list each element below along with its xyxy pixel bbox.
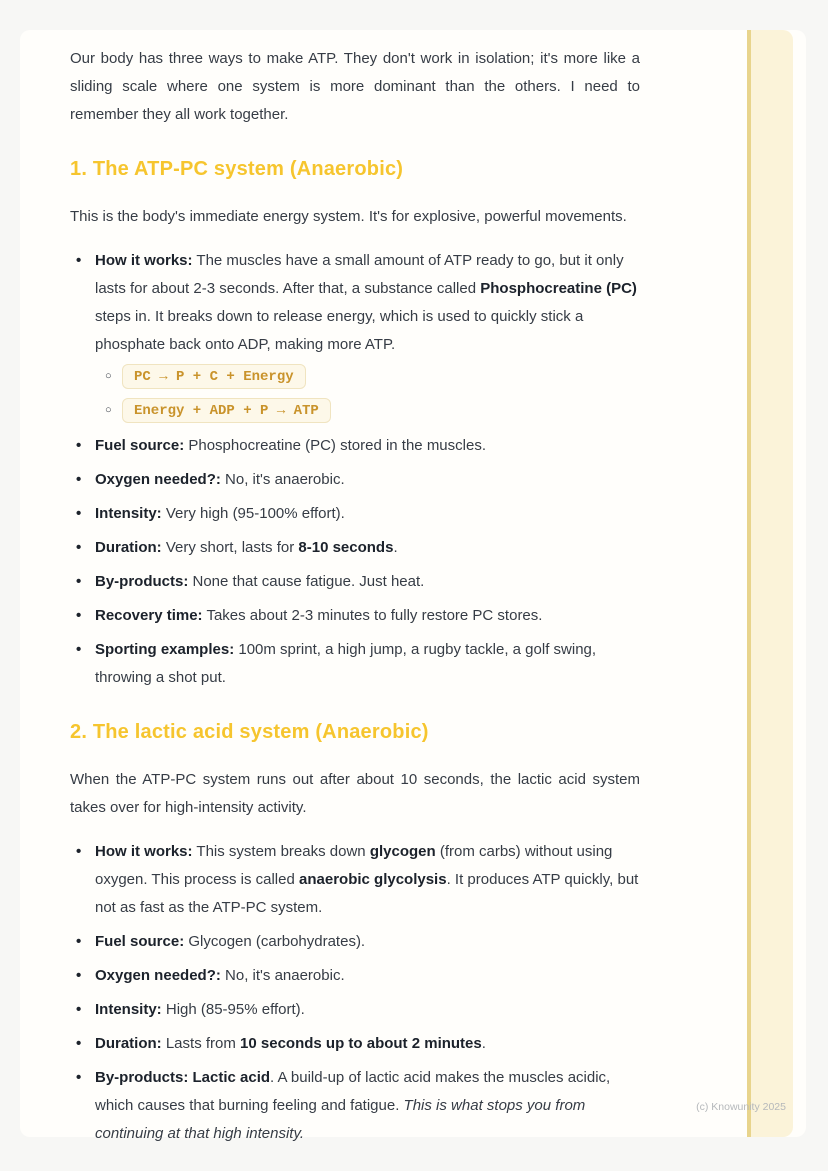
list-item-text bbox=[95, 1035, 486, 1052]
bullet-icon: • bbox=[76, 1035, 82, 1052]
bullet-icon: • bbox=[76, 471, 82, 488]
sections-container bbox=[70, 157, 640, 1148]
text-segment: High (85-95% effort). bbox=[161, 1001, 305, 1018]
text-segment: Fuel source: bbox=[95, 933, 185, 950]
bullet-icon: • bbox=[76, 1069, 82, 1086]
text-segment: 10 seconds up to about 2 minutes bbox=[240, 1035, 482, 1052]
text-segment: How it works: bbox=[95, 252, 193, 269]
text-segment: steps in. It breaks down to release energy, which is used to quickly stick a phosphate back onto ADP, making more ATP. bbox=[95, 308, 584, 353]
bullet-icon: • bbox=[76, 573, 82, 590]
text-segment: Oxygen needed?: bbox=[95, 967, 221, 984]
bullet-icon: • bbox=[76, 607, 82, 624]
sub-bullet-list bbox=[95, 364, 640, 423]
text-segment: Takes about 2-3 minutes to fully restore PC stores. bbox=[202, 607, 543, 624]
bullet-icon: • bbox=[76, 1001, 82, 1018]
text-segment: The muscles have a small amount of ATP ready to go, but it only lasts for about 2-3 seconds. After that, a substance called bbox=[95, 252, 624, 297]
sub-list-item bbox=[95, 364, 640, 389]
text-segment: Recovery time: bbox=[95, 607, 203, 624]
list-item-text bbox=[95, 933, 365, 950]
text-segment: . A build-up of lactic acid makes the muscles acidic, which causes that burning feeling and fatigue. bbox=[95, 1069, 611, 1114]
bullet-list bbox=[70, 247, 640, 692]
sub-list-item bbox=[95, 398, 640, 423]
text-segment: Fuel source: bbox=[95, 437, 185, 454]
list-item bbox=[70, 1030, 640, 1058]
section-heading: 2. The lactic acid system (Anaerobic) bbox=[70, 721, 429, 743]
text-segment: . It produces ATP quickly, but not as fast as the ATP-PC system. bbox=[95, 871, 639, 916]
bullet-icon: • bbox=[76, 967, 82, 984]
circle-bullet-icon: ○ bbox=[105, 404, 112, 416]
bullet-icon: • bbox=[76, 641, 82, 658]
text-segment: Glycogen (carbohydrates). bbox=[184, 933, 366, 950]
list-item bbox=[70, 247, 640, 423]
accent-strip bbox=[747, 30, 793, 1137]
list-item-text bbox=[95, 573, 424, 590]
list-item bbox=[70, 432, 640, 460]
list-item bbox=[70, 838, 640, 922]
text-segment: . bbox=[393, 539, 398, 556]
list-item-text bbox=[95, 505, 345, 522]
list-item bbox=[70, 636, 640, 692]
list-item-text bbox=[95, 967, 345, 984]
bullet-icon: • bbox=[76, 843, 82, 860]
bullet-list bbox=[70, 838, 640, 1148]
list-item-text bbox=[95, 1001, 305, 1018]
text-segment: This system breaks down bbox=[192, 843, 370, 860]
text-segment: Intensity: bbox=[95, 1001, 162, 1018]
list-item bbox=[70, 602, 640, 630]
text-segment: glycogen bbox=[369, 843, 436, 860]
list-item bbox=[70, 500, 640, 528]
bullet-icon: • bbox=[76, 505, 82, 522]
section-lead: This is the body's immediate energy system. It's for explosive, powerful movements. bbox=[70, 208, 627, 225]
text-segment: Intensity: bbox=[95, 505, 162, 522]
text-segment: Phosphocreatine (PC) stored in the muscles. bbox=[184, 437, 486, 454]
list-item-text bbox=[95, 471, 345, 488]
text-segment: Very high (95-100% effort). bbox=[161, 505, 345, 522]
section-heading: 1. The ATP-PC system (Anaerobic) bbox=[70, 158, 404, 180]
list-item bbox=[70, 534, 640, 562]
text-segment: By-products: bbox=[95, 573, 189, 590]
watermark: (c) Knowunity 2025 bbox=[696, 1101, 786, 1113]
list-item bbox=[70, 996, 640, 1024]
list-item bbox=[70, 466, 640, 494]
text-segment: Phosphocreatine (PC) bbox=[480, 280, 637, 297]
text-segment: Oxygen needed?: bbox=[95, 471, 221, 488]
document-card bbox=[20, 30, 806, 1142]
bullet-icon: • bbox=[76, 252, 82, 269]
text-segment: . bbox=[481, 1035, 486, 1052]
code-chip: PC → P + C + Energy bbox=[122, 364, 306, 389]
code-chip: Energy + ADP + P → ATP bbox=[122, 398, 331, 423]
list-item-text bbox=[95, 1069, 610, 1142]
list-item bbox=[70, 962, 640, 990]
list-item-text bbox=[95, 843, 638, 916]
intro-paragraph: Our body has three ways to make ATP. They don't work in isolation; it's more like a sliding scale where one system is more dominant than the others. I need to remember they all work together. bbox=[70, 50, 640, 123]
list-item-text bbox=[95, 539, 398, 556]
text-segment: Very short, lasts for bbox=[161, 539, 299, 556]
bullet-icon: • bbox=[76, 933, 82, 950]
text-segment: anaerobic glycolysis bbox=[299, 871, 447, 888]
text-segment: No, it's anaerobic. bbox=[220, 967, 345, 984]
text-segment: Duration: bbox=[95, 1035, 162, 1052]
list-item-text bbox=[95, 437, 486, 454]
text-segment: By-products: Lactic acid bbox=[95, 1069, 271, 1086]
text-segment: Duration: bbox=[95, 539, 162, 556]
list-item bbox=[70, 568, 640, 596]
text-segment: No, it's anaerobic. bbox=[220, 471, 345, 488]
text-segment: Lasts from bbox=[161, 1035, 241, 1052]
text-segment: None that cause fatigue. Just heat. bbox=[188, 573, 425, 590]
text-segment: 100m sprint, a high jump, a rugby tackle, a golf swing, throwing a shot put. bbox=[95, 641, 597, 686]
list-item bbox=[70, 1064, 640, 1148]
bullet-icon: • bbox=[76, 437, 82, 454]
text-segment: (from carbs) without using oxygen. This process is called bbox=[95, 843, 613, 888]
list-item-text bbox=[95, 607, 542, 624]
document-body bbox=[70, 45, 640, 1154]
section-lead: When the ATP-PC system runs out after about 10 seconds, the lactic acid system takes over for high-intensity activity. bbox=[70, 771, 640, 816]
text-segment: Sporting examples: bbox=[95, 641, 235, 658]
list-item bbox=[70, 928, 640, 956]
text-segment: This is what stops you from continuing at that high intensity. bbox=[95, 1097, 586, 1142]
text-segment: 8-10 seconds bbox=[298, 539, 394, 556]
circle-bullet-icon: ○ bbox=[105, 370, 112, 382]
list-item-text bbox=[95, 252, 637, 353]
text-segment: How it works: bbox=[95, 843, 193, 860]
bullet-icon: • bbox=[76, 539, 82, 556]
list-item-text bbox=[95, 641, 596, 686]
